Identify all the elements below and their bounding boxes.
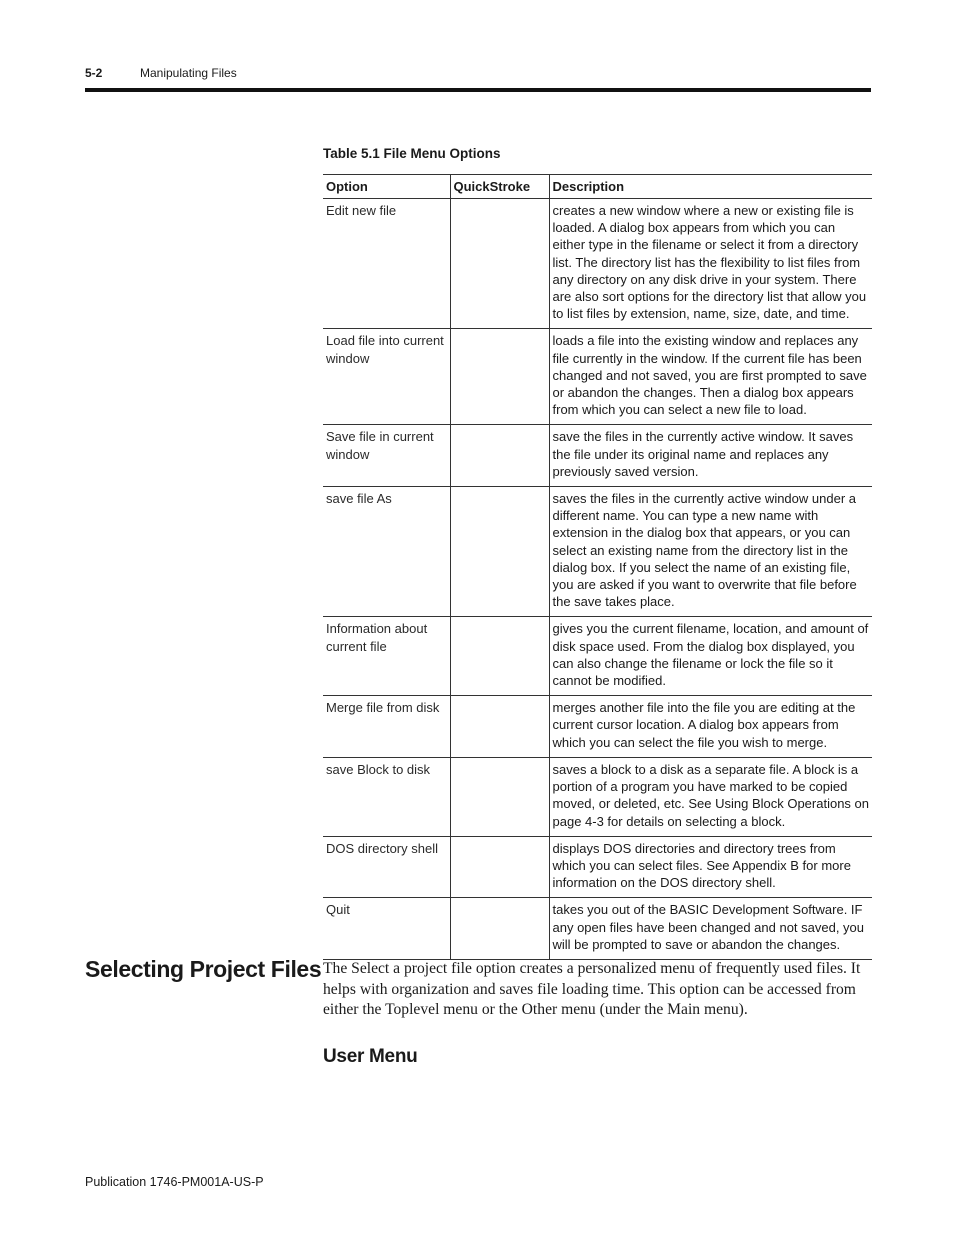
table-header-row bbox=[323, 175, 872, 199]
quickstroke-cell bbox=[450, 425, 549, 487]
description-cell: saves the files in the currently active window under a different name. You can type a new name with extension in the dialog box that appears, or you can select an existing name from the directory list in the dialog box. If you select the name of an existing file, you are asked if you want to overwrite that file before the save takes place. bbox=[549, 487, 872, 617]
table-row bbox=[323, 425, 872, 487]
column-header-description: Description bbox=[549, 175, 872, 199]
table-caption: Table 5.1 File Menu Options bbox=[323, 146, 501, 161]
subsection-heading: User Menu bbox=[323, 1046, 418, 1067]
quickstroke-cell bbox=[450, 898, 549, 960]
description-cell: merges another file into the file you are editing at the current cursor location. A dialog box appears from which you can select the file you wish to merge. bbox=[549, 696, 872, 758]
option-cell: Edit new file bbox=[323, 199, 450, 329]
quickstroke-cell bbox=[450, 487, 549, 617]
description-cell: creates a new window where a new or existing file is loaded. A dialog box appears from which you can either type in the filename or select it from a directory list. The directory list has the flexibility to list files from any directory on any disk drive in your system. There are also sort options for the directory list that allow you to list files by extension, name, size, date, and time. bbox=[549, 199, 872, 329]
description-cell: displays DOS directories and directory trees from which you can select files. See Appendix B for more information on the DOS directory shell. bbox=[549, 836, 872, 898]
table-row bbox=[323, 696, 872, 758]
table-row bbox=[323, 898, 872, 960]
table-row bbox=[323, 617, 872, 696]
table-row bbox=[323, 199, 872, 329]
table-row bbox=[323, 487, 872, 617]
quickstroke-cell bbox=[450, 199, 549, 329]
file-menu-options-table bbox=[323, 174, 872, 960]
description-cell: gives you the current filename, location, and amount of disk space used. From the dialog box displayed, you can also change the filename or lock the file so it cannot be modified. bbox=[549, 617, 872, 696]
table-row bbox=[323, 757, 872, 836]
quickstroke-cell bbox=[450, 696, 549, 758]
option-cell: Merge file from disk bbox=[323, 696, 450, 758]
quickstroke-cell bbox=[450, 329, 549, 425]
section-paragraph: The Select a project file option creates a personalized menu of frequently used files. It helps with organization and saves file loading time. This option can be accessed from either the Toplevel menu or the Other menu (under the Main menu). bbox=[323, 960, 861, 1018]
description-cell: loads a file into the existing window and replaces any file currently in the window. If the current file has been changed and not saved, you are first prompted to save or abandon the changes. Then a dialog box appears from which you can select a new file to load. bbox=[549, 329, 872, 425]
column-header-option: Option bbox=[323, 175, 450, 199]
chapter-title: Manipulating Files bbox=[140, 66, 237, 80]
option-cell: DOS directory shell bbox=[323, 836, 450, 898]
quickstroke-cell bbox=[450, 757, 549, 836]
table-row bbox=[323, 329, 872, 425]
publication-footer: Publication 1746-PM001A-US-P bbox=[85, 1175, 264, 1189]
page-number: 5-2 bbox=[85, 66, 103, 80]
description-cell: takes you out of the BASIC Development Software. IF any open files have been changed and not saved, you will be prompted to save or abandon the changes. bbox=[549, 898, 872, 960]
quickstroke-cell bbox=[450, 836, 549, 898]
option-cell: Information about current file bbox=[323, 617, 450, 696]
page-header bbox=[85, 66, 237, 80]
option-cell: Save file in current window bbox=[323, 425, 450, 487]
quickstroke-cell bbox=[450, 617, 549, 696]
option-cell: save Block to disk bbox=[323, 757, 450, 836]
table-row bbox=[323, 836, 872, 898]
option-cell: Quit bbox=[323, 898, 450, 960]
column-header-quickstroke: QuickStroke bbox=[450, 175, 549, 199]
option-cell: save file As bbox=[323, 487, 450, 617]
description-cell: save the files in the currently active window. It saves the file under its original name and replaces any previously saved version. bbox=[549, 425, 872, 487]
description-cell: saves a block to a disk as a separate file. A block is a portion of a program you have marked to be copied moved, or deleted, etc. See Using Block Operations on page 4-3 for details on selecting a block. bbox=[549, 757, 872, 836]
option-cell: Load file into current window bbox=[323, 329, 450, 425]
header-rule bbox=[85, 88, 871, 92]
section-heading: Selecting Project Files bbox=[85, 956, 322, 982]
